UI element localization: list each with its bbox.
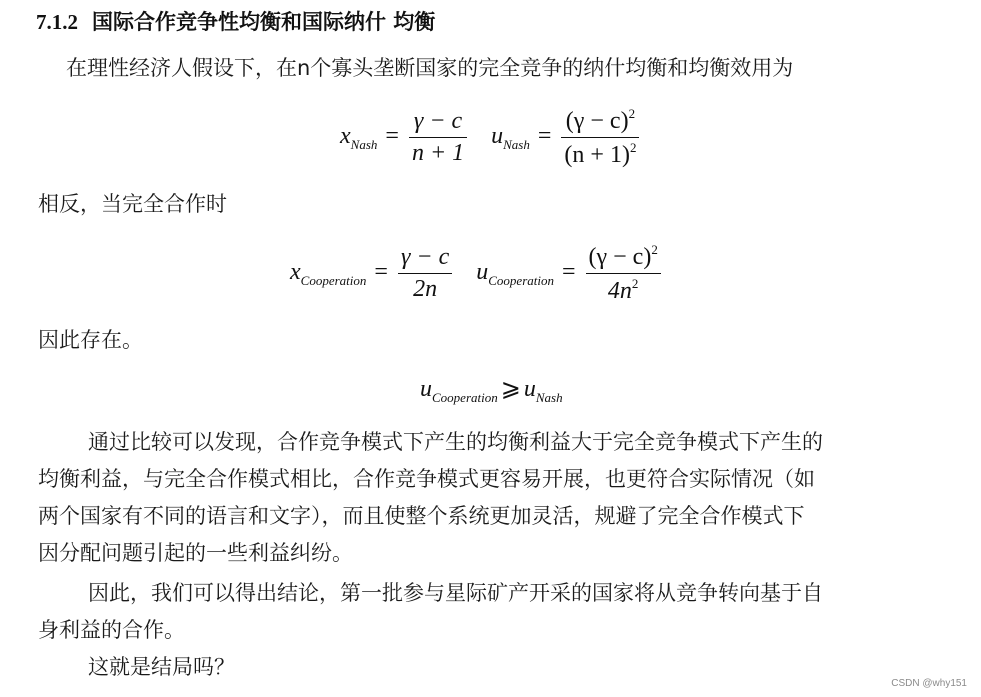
x-coop-fraction	[398, 244, 452, 303]
question-line: 这就是结局吗？	[88, 655, 235, 679]
ineq-operator: ⩾	[500, 376, 521, 402]
u-nash-sub: Nash	[503, 137, 530, 153]
x-nash-denominator: n + 1	[411, 140, 465, 166]
u-coop-sub: Cooperation	[488, 273, 554, 289]
u-coop-num-exponent: 2	[651, 242, 658, 257]
u-nash-numerator: (γ − c)	[565, 108, 629, 134]
ineq-left-var: u	[420, 376, 432, 402]
para1-line: 均衡利益，与完全合作模式相比，合作竞争模式更容易开展，也更符合实际情况（如	[38, 467, 815, 491]
u-coop-var: u	[476, 259, 489, 286]
watermark: CSDN @why151	[891, 678, 967, 689]
u-nash-num-exponent: 2	[628, 106, 636, 121]
u-coop-numerator: (γ − c)	[588, 244, 652, 270]
u-nash-var: u	[491, 123, 504, 150]
equation-nash: $x_{Nash}$ = $\frac{\gamma - c}{n + 1}$ $u_{Nash}$ = $\frac{(\gamma - c)^2}{(n + 1)^2}$	[340, 106, 641, 169]
intro-paragraph: 在理性经济人假设下，在n个寡头垄断国家的完全竞争的纳什均衡和均衡效用为	[66, 56, 794, 80]
section-title: 国际合作竞争性均衡和国际纳什 均衡	[92, 10, 436, 34]
u-nash-den-exponent: 2	[629, 140, 637, 155]
para2-line: 身利益的合作。	[38, 618, 185, 642]
u-nash-denominator: (n + 1)	[564, 142, 630, 168]
x-nash-fraction	[409, 108, 467, 167]
u-coop-fraction	[586, 242, 661, 305]
u-nash-fraction	[561, 106, 639, 169]
x-coop-denominator: 2n	[413, 276, 438, 302]
section-heading	[36, 6, 435, 36]
inequality	[420, 374, 563, 406]
u-coop-den-exponent: 2	[631, 276, 639, 291]
x-coop-numerator: γ − c	[398, 244, 452, 274]
ineq-right-sub: Nash	[535, 390, 563, 405]
ineq-right-var: u	[523, 376, 536, 402]
para2-line: 因此，我们可以得出结论，第一批参与星际矿产开采的国家将从竞争转向基于自	[88, 581, 823, 605]
therefore-line: 因此存在。	[38, 328, 143, 352]
x-coop-var: x	[290, 259, 301, 286]
ineq-left-sub: Cooperation	[432, 390, 498, 405]
x-nash-var: x	[340, 123, 351, 150]
section-number: 7.1.2	[36, 10, 78, 34]
para1-line: 通过比较可以发现，合作竞争模式下产生的均衡利益大于完全竞争模式下产生的	[88, 430, 823, 454]
x-coop-sub: Cooperation	[300, 273, 367, 289]
u-coop-denominator: 4n	[607, 278, 632, 304]
equation-cooperation: $x_{Cooperation}$ = $\frac{\gamma - c}{2n}$ $u_{Cooperation}$ = $\frac{(\gamma - c)^2}{4n^2}$	[290, 242, 663, 305]
x-nash-sub: Nash	[350, 137, 378, 153]
para1-line: 两个国家有不同的语言和文字），而且使整个系统更加灵活，规避了完全合作模式下	[38, 504, 805, 528]
x-nash-numerator: γ − c	[409, 108, 467, 138]
para1-line: 因分配问题引起的一些利益纠纷。	[38, 541, 353, 565]
contrast-line: 相反，当完全合作时	[38, 192, 227, 216]
